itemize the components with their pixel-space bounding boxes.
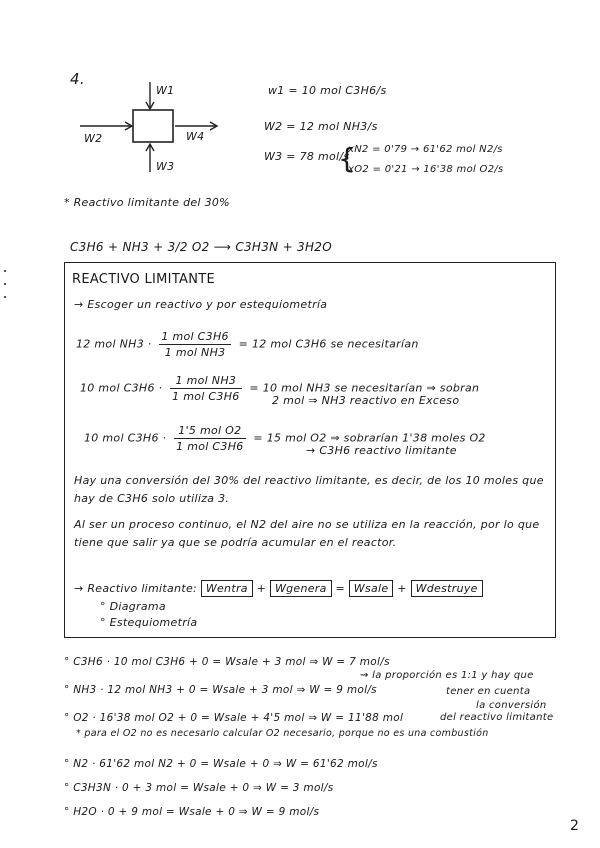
calc-1: 12 mol NH3 · $\frac{\text{1 mol C3H6}}{\text{1 mol NH3}}$ = 12 mol C3H6 se necesitarían bbox=[76, 330, 419, 359]
result-o2: ° O2 · 16'38 mol O2 + 0 = Wsale + 4'5 mol ⇒ W = 11'88 mol bbox=[64, 712, 404, 724]
calc-2: 10 mol C3H6 · $\frac{\text{1 mol NH3}}{\text{1 mol C3H6}}$ = 10 mol NH3 se necesitarían ⇒ sobran bbox=[80, 374, 480, 403]
w2-label: W2 bbox=[84, 132, 103, 145]
margin-mark bbox=[4, 296, 6, 298]
calc-2-result: 2 mol ⇒ NH3 reactivo en Exceso bbox=[272, 394, 460, 407]
calc-3-result: → C3H6 reactivo limitante bbox=[306, 444, 457, 457]
para-n2: Al ser un proceso continuo, el N2 del aire no se utiliza en la reacción, por lo que tiene que salir ya que se podría acumular en el reactor. bbox=[74, 518, 540, 549]
bullet-estequiometria: ° Estequiometría bbox=[100, 616, 198, 629]
result-n2: ° N2 · 61'62 mol N2 + 0 = Wsale + 0 ⇒ W = 61'62 mol/s bbox=[64, 758, 378, 770]
side-note-4: del reactivo limitante bbox=[440, 712, 554, 723]
page-number: 2 bbox=[570, 818, 580, 834]
term-wentra: Wentra bbox=[201, 580, 253, 597]
box-step: → Escoger un reactivo y por estequiometría bbox=[74, 298, 328, 311]
result-h2o: ° H2O · 0 + 9 mol = Wsale + 0 ⇒ W = 9 mol/s bbox=[64, 806, 320, 818]
w4-label: W4 bbox=[186, 130, 205, 143]
note-reactivo: * Reactivo limitante del 30% bbox=[64, 196, 230, 209]
calc-3: 10 mol C3H6 · $\frac{\text{1'5 mol O2}}{\text{1 mol C3H6}}$ = 15 mol O2 ⇒ sobrarían 1'38 moles O2 bbox=[84, 424, 486, 453]
given-xo2: xO2 = 0'21 → 16'38 mol O2/s bbox=[348, 164, 504, 175]
result-c3h6: ° C3H6 · 10 mol C3H6 + 0 = Wsale + 3 mol ⇒ W = 7 mol/s bbox=[64, 656, 390, 668]
process-diagram bbox=[76, 78, 226, 173]
reactor-box bbox=[133, 110, 173, 142]
result-c3h3n: ° C3H3N · 0 + 3 mol = Wsale + 0 ⇒ W = 3 mol/s bbox=[64, 782, 334, 794]
margin-mark bbox=[4, 283, 6, 285]
bullet-diagrama: ° Diagrama bbox=[100, 600, 166, 613]
side-note-2: tener en cuenta bbox=[446, 686, 531, 697]
w3-label: W3 bbox=[156, 160, 175, 173]
given-w1: w1 = 10 mol C3H6/s bbox=[268, 84, 387, 97]
given-w2: W2 = 12 mol NH3/s bbox=[264, 120, 378, 133]
box-title: REACTIVO LIMITANTE bbox=[72, 272, 216, 287]
given-xn2: xN2 = 0'79 → 61'62 mol N2/s bbox=[348, 144, 503, 155]
reaction-equation: C3H6 + NH3 + 3/2 O2 ⟶ C3H3N + 3H2O bbox=[70, 240, 332, 254]
side-note-3: la conversión bbox=[476, 700, 547, 711]
term-wsale: Wsale bbox=[349, 580, 394, 597]
w1-label: W1 bbox=[156, 84, 175, 97]
result-nh3: ° NH3 · 12 mol NH3 + 0 = Wsale + 3 mol ⇒ W = 9 mol/s bbox=[64, 684, 377, 696]
margin-mark bbox=[4, 270, 6, 272]
side-note-1: ⇝ la proporción es 1:1 y hay que bbox=[360, 670, 534, 681]
problem-number: 4. bbox=[70, 70, 85, 88]
balance-equation: → Reactivo limitante: Wentra + Wgenera = Wsale + Wdestruye bbox=[74, 582, 483, 595]
term-wgenera: Wgenera bbox=[270, 580, 332, 597]
note-o2: * para el O2 no es necesario calcular O2 necesario, porque no es una combustión bbox=[76, 728, 489, 739]
para-conversion: Hay una conversión del 30% del reactivo limitante, es decir, de los 10 moles que hay de C3H6 solo utiliza 3. bbox=[74, 474, 544, 505]
brace: { bbox=[338, 142, 357, 175]
given-w3: W3 = 78 mol/s bbox=[264, 150, 350, 163]
term-wdestruye: Wdestruye bbox=[411, 580, 483, 597]
